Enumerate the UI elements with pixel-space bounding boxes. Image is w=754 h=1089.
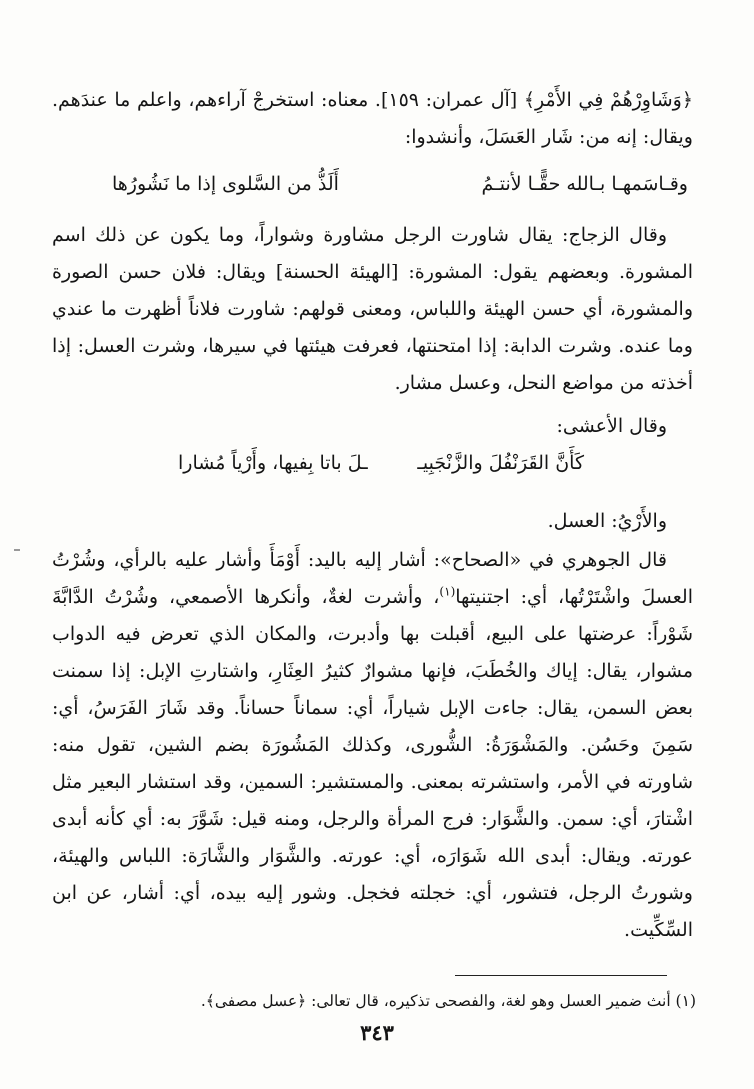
verse2-second-hemistich: ـلَ باتا بِفيها، وأَرْياً مُشارا <box>178 452 368 474</box>
paragraph-jawhari <box>52 542 693 949</box>
footnote-separator <box>455 975 667 976</box>
paragraph-asha-block <box>52 408 693 445</box>
verse2-first-hemistich: كَأَنَّ القَرَنْفُلَ والزَّنْجَبِيـ <box>417 452 584 474</box>
paragraph-ary-block <box>52 503 693 540</box>
paragraph-asha-intro: وقال الأعشى: <box>556 415 667 437</box>
verse1-second-hemistich: أَلَذُّ من السَّلوى إذا ما نَشُورُها <box>112 173 339 195</box>
footnote-reference: (١) <box>439 584 456 599</box>
paragraph-zajjaj: وقال الزجاج: يقال شاورت الرجل مشاورة وشواراً، وما يكون عن ذلك اسم المشورة. وبعضهم يقول: المشورة: [الهيئة الحسنة] ويقال: فلان حسن الصورة والمشورة، أي حسن الهيئة واللباس، ومعنى قولهم: شاورت فلاناً أظهرت ما عندي وما عنده. وشرت الدابة: إذا امتحنتها، فعرفت هيئتها في سيرها، وشرت العسل: إذا أخذته من مواضع النحل، وعسل مشار. <box>52 224 693 394</box>
paragraph-ary: والأَرْيُ: العسل. <box>547 510 667 532</box>
verse1-first-hemistich: وقـاسَمهـا بـالله حقًّـا لأنتـمُ <box>481 173 688 195</box>
paragraph-jawhari-block <box>52 542 693 949</box>
page-number: ٣٤٣ <box>360 1020 394 1045</box>
margin-mark <box>14 549 20 551</box>
footnote: (١) أنث ضمير العسل وهو لغة، والفصحى تذكيره، قال تعالى: ﴿عسل مصفى﴾. <box>200 992 696 1010</box>
paragraph-jawhari-part2: ، وأشرت لغةٌ، وأنكرها الأصمعي، وشُرْتُ الدَّابَّةَ شَوْراً: عرضتها على البيع، أقبلت بها وأدبرت، والمكان الذي تعرض فيه الدواب مشوار، يقال: إياك والخُطَبَ، فإنها مشوارٌ كثيرُ العِثَارِ، واشتارتِ الإبل: إذا سمنت بعض السمن، يقال: جاءت الإبل شياراً، أي: سماناً حساناً. وقد شَارَ الفَرَسُ، أي: سَمِنَ وحَسُن. والمَشْوَرَةُ: الشُّورى، وكذلك المَشُورَة بضم الشين، تقول منه: شاورته في الأمر، واستشرته بمعنى. والمستشير: السمين، وقد استشار البعير مثل اشْتارَ، أي: سمن. والشَّوَار: فرج المرأة والرجل، ومنه قيل: شَوَّرَ به: أي كأنه أبدى عورته. ويقال: أبدى الله شَوَارَه، أي: عورته. والشَّوَار والشَّارَة: اللباس والهيئة، وشورتُ الرجل، فتشور، أي: خجلته فخجل. وشور إليه بيده، أي: أشار، عن ابن السِّكِّيت. <box>52 586 693 941</box>
paragraph-jawhari-part1: قال الجوهري في «الصحاح»: أشار إليه باليد: أَوْمَأَ وأشار عليه بالرأي، وشُرْتُ العسلَ واشْتَرْتُها، أي: اجتنيتها <box>52 549 693 608</box>
main-text-block <box>52 82 693 156</box>
paragraph-zajjaj-block <box>52 217 693 402</box>
paragraph-quran-verse: ﴿وَشَاوِرْهُمْ فِي الأَمْرِ﴾ [آل عمران: ١٥٩]. معناه: استخرجْ آراءهم، واعلم ما عندَهم. ويقال: إنه من: شَار العَسَلَ، وأنشدوا: <box>52 89 693 148</box>
